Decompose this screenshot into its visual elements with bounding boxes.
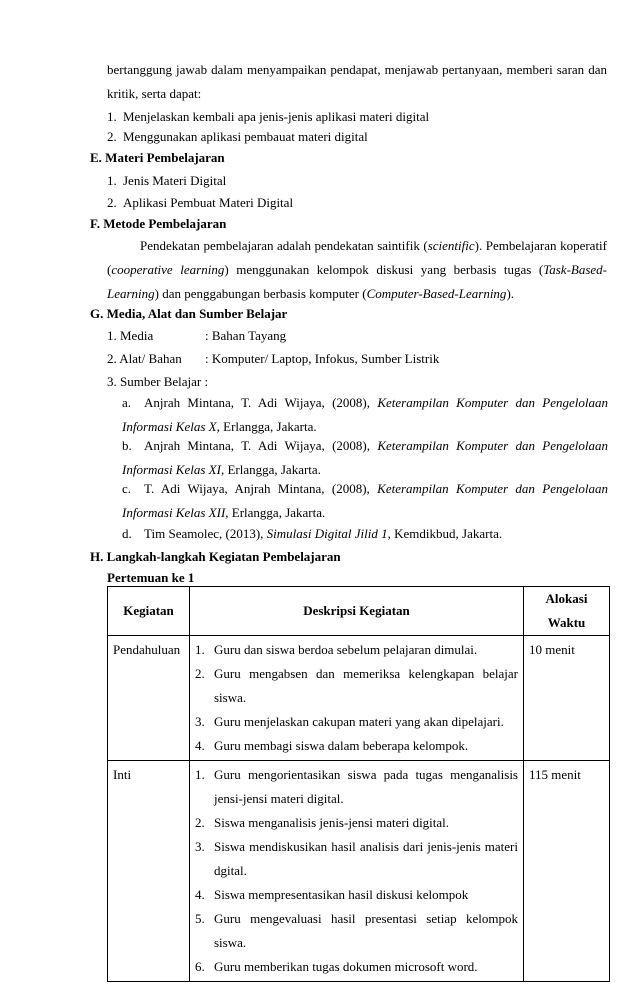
table-row <box>108 636 610 761</box>
table-header-row <box>108 587 610 636</box>
header-kegiatan: Kegiatan <box>108 587 190 636</box>
table-row <box>108 761 610 982</box>
sumber-row: 3. Sumber Belajar : <box>107 374 209 389</box>
activity-table <box>107 586 610 982</box>
list-item: 3. Siswa mendiskusikan hasil analisis dari jenis-jenis materi dgital. <box>195 839 518 878</box>
intro-item-1: 1. Menjelaskan kembali apa jenis-jenis aplikasi materi digital <box>107 109 430 124</box>
section-h-title: H. Langkah-langkah Kegiatan Pembelajaran <box>90 549 341 564</box>
list-item: 1. Guru mengorientasikan siswa pada tugas menganalisis jensi-jensi materi digital. <box>195 767 518 806</box>
row-kegiatan: Inti <box>108 761 190 982</box>
list-item: 3. Guru menjelaskan cakupan materi yang akan dipelajari. <box>195 714 504 729</box>
media-row: 1. Media : Bahan Tayang <box>107 328 287 343</box>
section-g-title: G. Media, Alat dan Sumber Belajar <box>90 306 288 321</box>
row-waktu: 115 menit <box>524 761 610 982</box>
intro-item-2: 2. Menggunakan aplikasi pembauat materi digital <box>107 129 368 144</box>
list-item: 6. Guru memberikan tugas dokumen microsoft word. <box>195 959 478 974</box>
list-item: 1. Guru dan siswa berdoa sebelum pelajaran dimulai. <box>195 642 478 657</box>
meeting-title: Pertemuan ke 1 <box>107 570 195 585</box>
header-alokasi: Alokasi Waktu <box>524 587 610 636</box>
list-item: 5. Guru mengevaluasi hasil presentasi setiap kelompok siswa. <box>195 911 518 950</box>
list-item: 4. Siswa mempresentasikan hasil diskusi kelompok <box>195 887 469 902</box>
list-item: 2. Guru mengabsen dan memeriksa kelengkapan belajar siswa. <box>195 666 518 705</box>
section-f-paragraph: Pendekatan pembelajaran adalah pendekatan saintifik (scientific). Pembelajaran koperatif (cooperative learning) menggunakan kelompok diskusi yang berbasis tugas (Task-Based-Learning) dan penggabungan berbasis komputer (Computer-Based-Learning). <box>107 238 607 301</box>
alat-row: 2. Alat/ Bahan : Komputer/ Laptop, Infokus, Sumber Listrik <box>107 351 440 366</box>
reference-b: b. Anjrah Mintana, T. Adi Wijaya, (2008), Keterampilan Komputer dan Pengelolaan Informasi Kelas XI, Erlangga, Jakarta. <box>122 438 608 477</box>
intro-paragraph: bertanggung jawab dalam menyampaikan pendapat, menjawab pertanyaan, memberi saran dan kritik, serta dapat: <box>107 62 607 101</box>
row-deskripsi <box>190 761 524 982</box>
list-item: 2. Siswa menganalisis jenis-jensi materi digital. <box>195 815 450 830</box>
list-item: 4. Guru membagi siswa dalam beberapa kelompok. <box>195 738 469 753</box>
reference-c: c. T. Adi Wijaya, Anjrah Mintana, (2008), Keterampilan Komputer dan Pengelolaan Informasi Kelas XII, Erlangga, Jakarta. <box>122 481 609 520</box>
section-f-title: F. Metode Pembelajaran <box>90 216 227 231</box>
section-e-item-1: 1. Jenis Materi Digital <box>107 173 227 188</box>
section-e-item-2: 2. Aplikasi Pembuat Materi Digital <box>107 195 294 210</box>
row-kegiatan: Pendahuluan <box>108 636 190 761</box>
section-e-title: E. Materi Pembelajaran <box>90 150 225 165</box>
row-deskripsi <box>190 636 524 761</box>
reference-a: a. Anjrah Mintana, T. Adi Wijaya, (2008), Keterampilan Komputer dan Pengelolaan Informasi Kelas X, Erlangga, Jakarta. <box>122 395 608 434</box>
reference-d: d. Tim Seamolec, (2013), Simulasi Digital Jilid 1, Kemdikbud, Jakarta. <box>122 526 503 541</box>
header-deskripsi: Deskripsi Kegiatan <box>190 587 524 636</box>
row-waktu: 10 menit <box>524 636 610 761</box>
